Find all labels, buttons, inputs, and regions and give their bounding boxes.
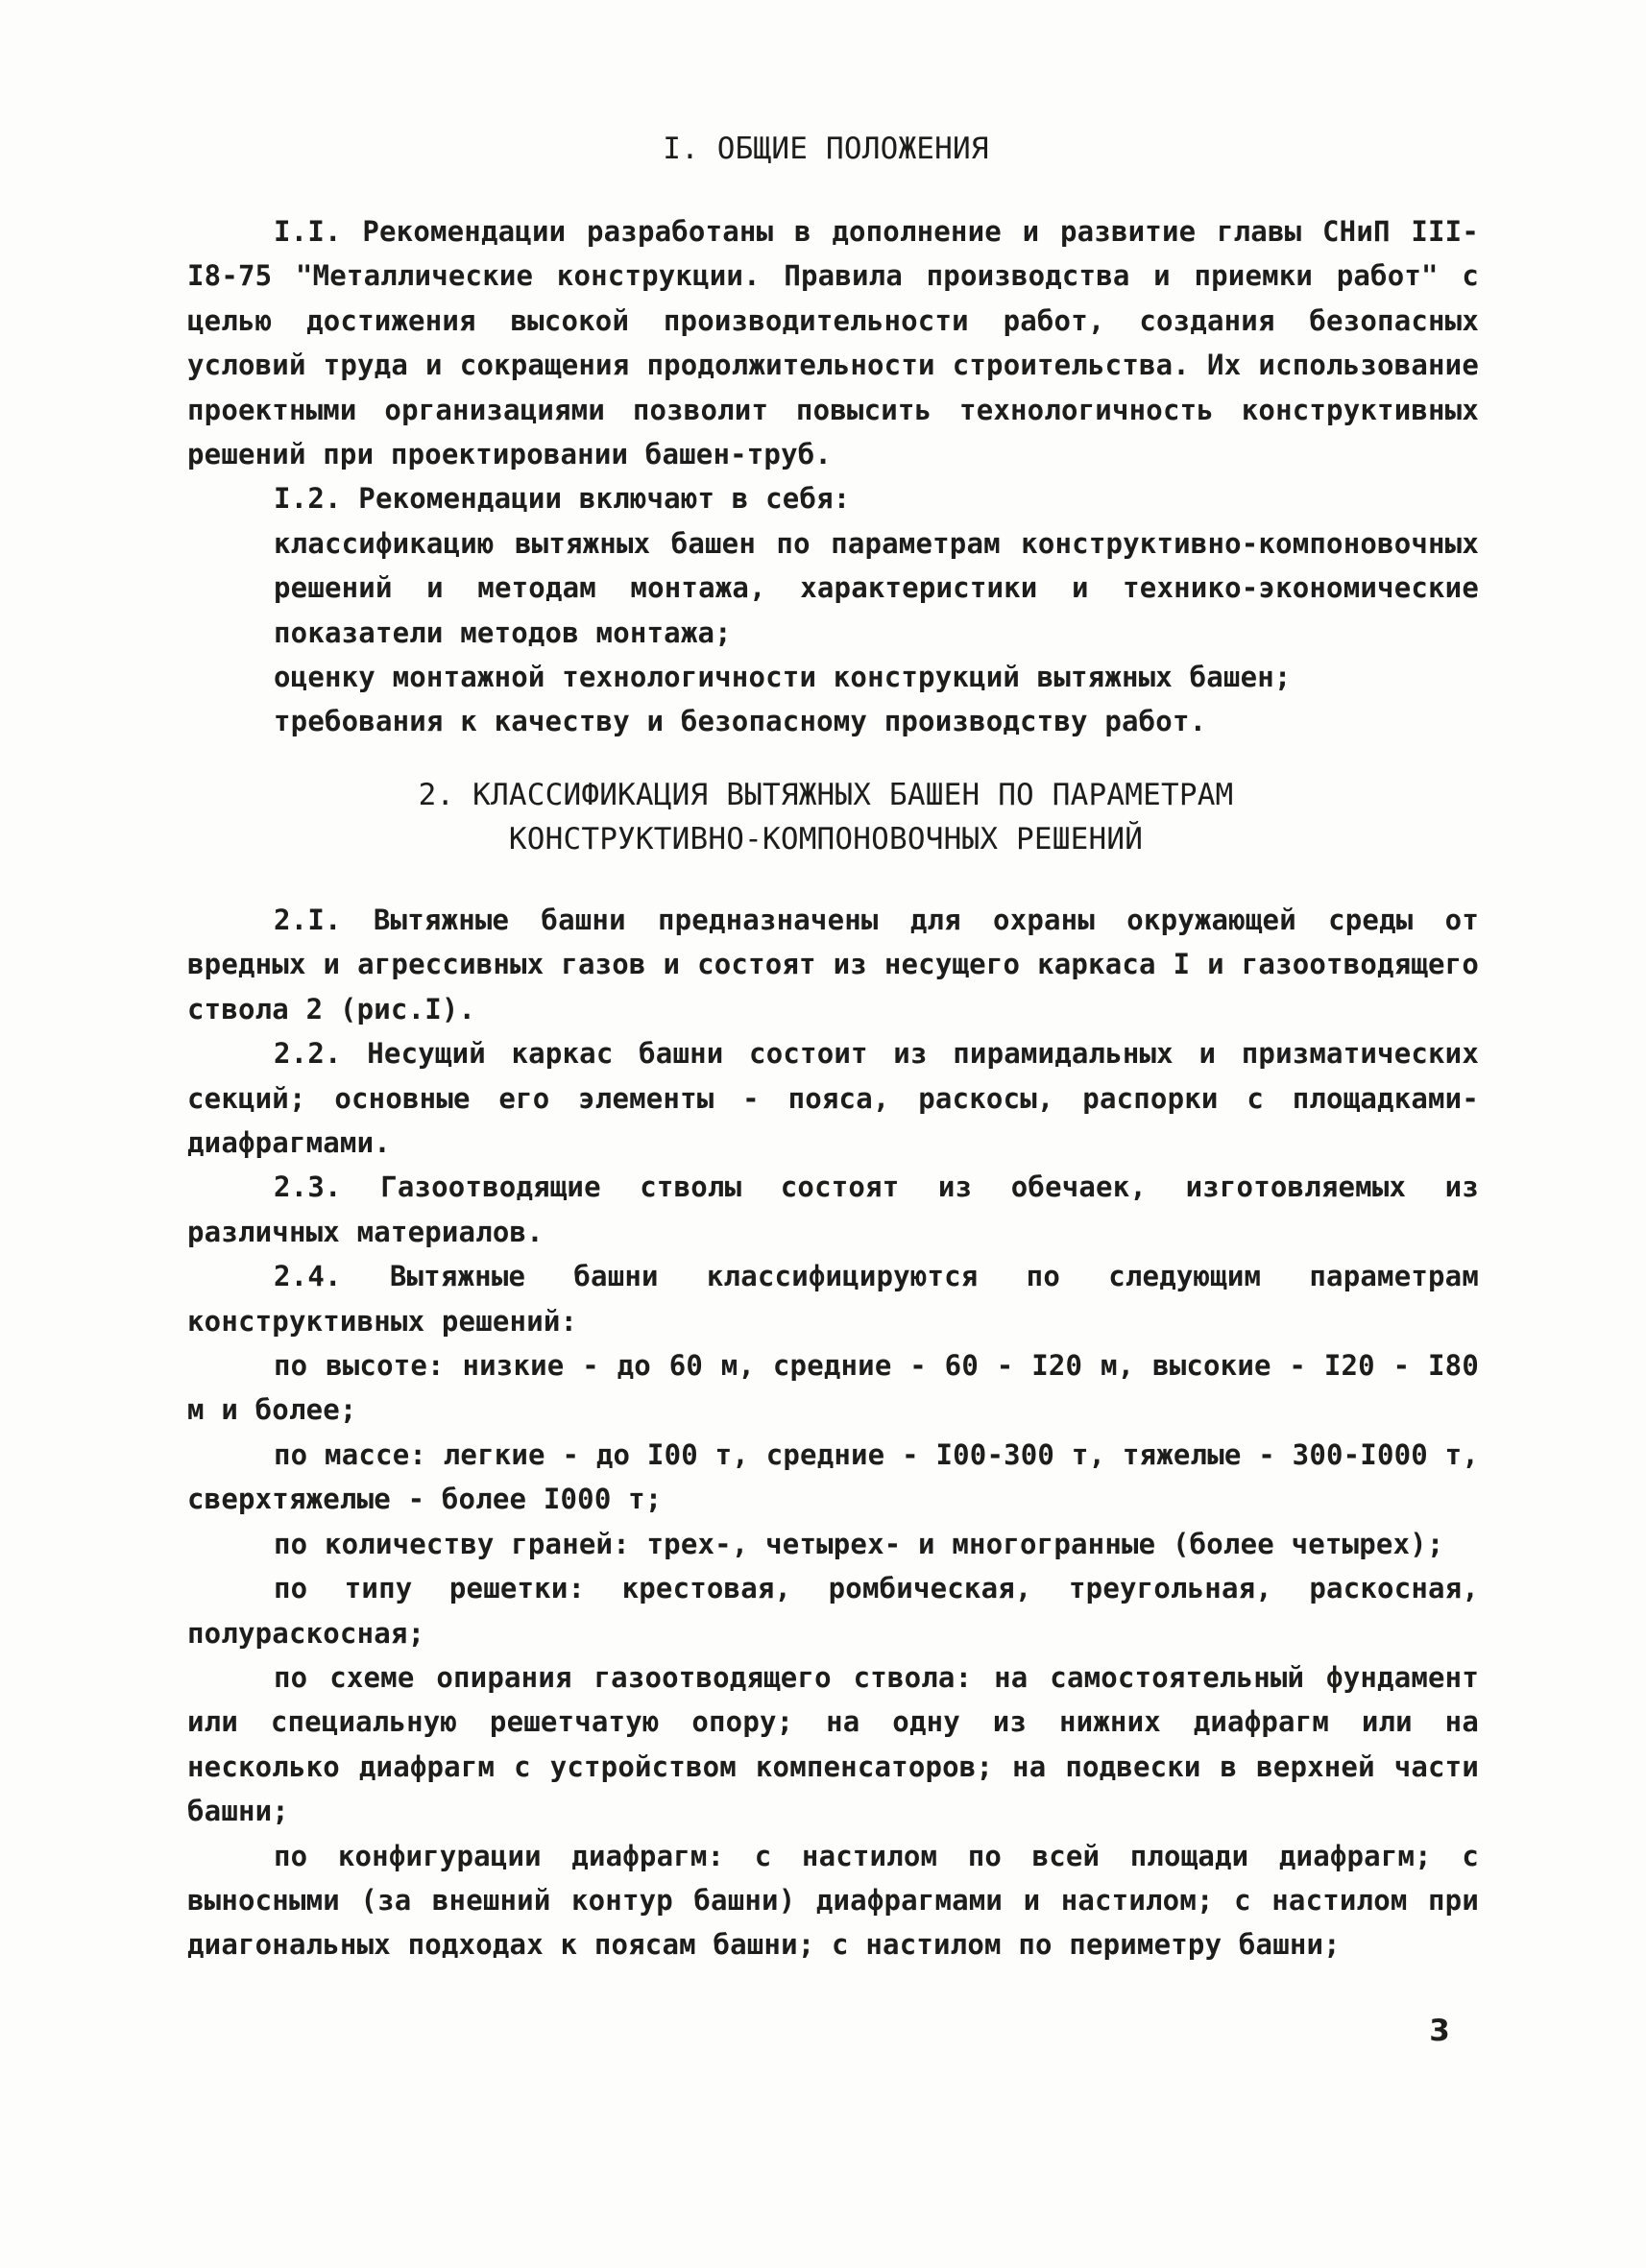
section-2-body [187,898,1479,1967]
page-number: 3 [1429,2014,1450,2048]
paragraph-2-1: 2.I. Вытяжные башни предназначены для охраны окружающей среды от вредных и агрессивных газов и состоят из несущего каркаса I и газоотводящего ствола 2 (рис.I). [187,904,1479,1025]
param-diaphragm-config: по конфигурации диафрагм: с настилом по всей площади диафрагм; с выносными (за внешний контур башни) диафрагмами и настилом; с настилом при диагональных подходах к поясам башни; с настилом по периметру башни; [187,1839,1479,1962]
param-support-scheme: по схеме опирания газоотводящего ствола: на самостоятельный фундамент или специальную решетчатую опору; на одну из нижних диафрагм или на несколько диафрагм с устройством компенсаторов; на подвески в верхней части башни; [187,1660,1479,1828]
section-2-heading-line-1: 2. КЛАССИФИКАЦИЯ ВЫТЯЖНЫХ БАШЕН ПО ПАРАМЕТРАМ [418,778,1234,812]
param-height: по высоте: низкие - до 60 м, средние - 60 - I20 м, высокие - I20 - I80 м и более; [187,1349,1479,1427]
section-1-body [187,209,1479,744]
section-1-heading: I. ОБЩИЕ ПОЛОЖЕНИЯ [663,132,989,166]
paragraph-2-4: 2.4. Вытяжные башни классифицируются по следующим параметрам конструктивных решений: [187,1260,1479,1338]
list-item-requirements: требования к качеству и безопасному производству работ. [274,705,1207,738]
paragraph-2-2: 2.2. Несущий каркас башни состоит из пирамидальных и призматических секций; основные его элементы - пояса, раскосы, распорки с площадками-диафрагмами. [187,1037,1479,1160]
paragraph-2-3: 2.3. Газоотводящие стволы состоят из обечаек, изготовляемых из различных материалов. [187,1170,1479,1248]
paragraph-1-1: I.I. Рекомендации разработаны в дополнение и развитие главы СНиП III-I8-75 "Металлические конструкции. Правила производства и приемки работ" с целью достижения высокой производительности работ, создания безопасных условий труда и сокращения продолжительности строительства. Их использование проектными организациями позволит повысить технологичность конструктивных решений при проектировании башен-труб. [187,215,1479,471]
param-faces: по количеству граней: трех-, четырех- и многогранные (более четырех); [274,1527,1444,1560]
paragraph-1-2: I.2. Рекомендации включают в себя: [274,482,851,516]
section-2-heading [192,773,1460,861]
list-item-assessment: оценку монтажной технологичности конструкций вытяжных башен; [274,661,1292,694]
section-2-heading-line-2: КОНСТРУКТИВНО-КОМПОНОВОЧНЫХ РЕШЕНИЙ [508,822,1144,857]
list-item-classification: классификацию вытяжных башен по параметрам конструктивно-компоновочных решений и методам монтажа, характеристики и технико-экономические показатели методов монтажа; [274,526,1479,649]
param-mass: по массе: легкие - до I00 т, средние - I00-300 т, тяжелые - 300-I000 т, сверхтяжелые - более I000 т; [187,1437,1479,1516]
param-lattice: по типу решетки: крестовая, ромбическая, треугольная, раскосная, полураскосная; [187,1572,1479,1650]
